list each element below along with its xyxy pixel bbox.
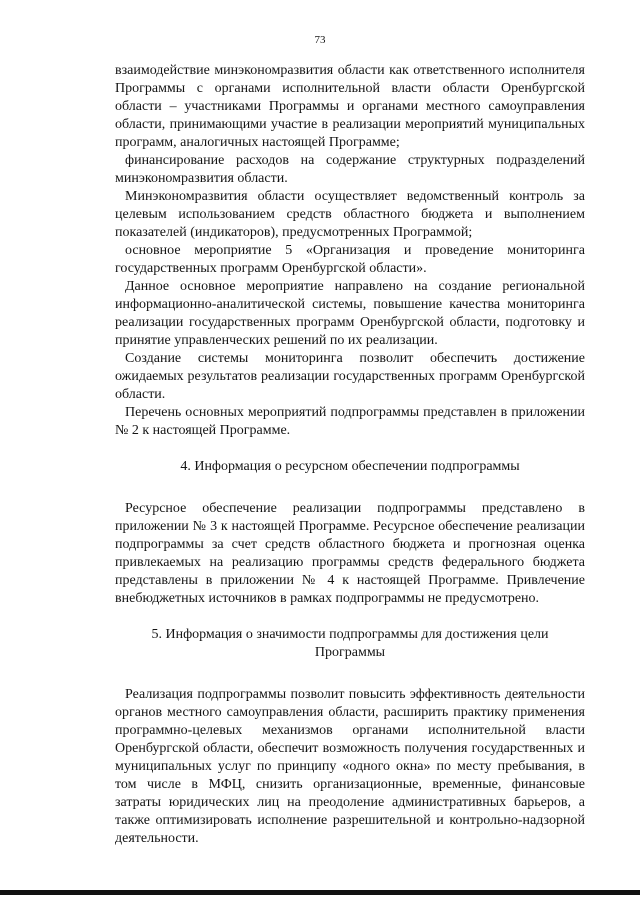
paragraph-monitoring-system: Создание системы мониторинга позволит обеспечить достижение ожидаемых результатов реализации государственных программ Оренбургской области. xyxy=(115,351,585,402)
paragraph-control: Минэкономразвития области осуществляет ведомственный контроль за целевым использованием средств областного бюджета и выполнением показателей (индикаторов), предусмотренных Программой; xyxy=(115,189,585,240)
section-5-heading-block xyxy=(115,626,585,662)
bottom-scan-border xyxy=(0,890,640,895)
paragraph-interaction: взаимодействие минэкономразвития области как ответственного исполнителя Программы с органами исполнительной власти области Оренбургской области – участниками Программы и органами местного самоуправления области, принимающими участие в реализации мероприятий муниципальных программ, аналогичных настоящей Программе; xyxy=(115,63,585,150)
paragraph-financing: финансирование расходов на содержание структурных подразделений минэкономразвития области. xyxy=(115,153,585,186)
document-body xyxy=(115,62,585,848)
paragraph-significance: Реализация подпрограммы позволит повысить эффективность деятельности органов местного самоуправления области, расширить практику применения программно-целевых механизмов органами исполнительной власти Оренбургской области, обеспечит возможность получения государственных и муниципальных услуг по принципу «одного окна» по месту пребывания, в том числе в МФЦ, снизить организационные, временные, финансовые затраты юридических лиц на преодоление административных барьеров, а также оптимизировать исполнение разрешительной и контрольно-надзорной деятельности. xyxy=(115,687,585,846)
section-4-heading: 4. Информация о ресурсном обеспечении подпрограммы xyxy=(180,459,520,474)
section-5-heading-line-1: 5. Информация о значимости подпрограммы для достижения цели xyxy=(151,627,549,642)
paragraph-main-activity-5: основное мероприятие 5 «Организация и проведение мониторинга государственных программ Оренбургской области». xyxy=(115,243,585,276)
paragraph-activity-description: Данное основное мероприятие направлено на создание региональной информационно-аналитической системы, повышение качества мониторинга реализации государственных программ Оренбургской области, подготовку и принятие управленческих решений по их реализации. xyxy=(115,279,585,348)
section-4-heading-block xyxy=(115,458,585,476)
section-5-heading-line-2: Программы xyxy=(314,645,386,660)
paragraph-activity-list: Перечень основных мероприятий подпрограммы представлен в приложении № 2 к настоящей Программе. xyxy=(115,405,585,438)
paragraph-resource-support: Ресурсное обеспечение реализации подпрограммы представлено в приложении № 3 к настоящей Программе. Ресурсное обеспечение реализации подпрограммы за счет средств областного бюджета и прогнозная оценка привлекаемых на реализацию программы средств федерального бюджета представлены в приложении № 4 к настоящей Программе. Привлечение внебюджетных источников в рамках подпрограммы не предусмотрено. xyxy=(115,501,585,606)
page-number: 73 xyxy=(314,34,326,46)
